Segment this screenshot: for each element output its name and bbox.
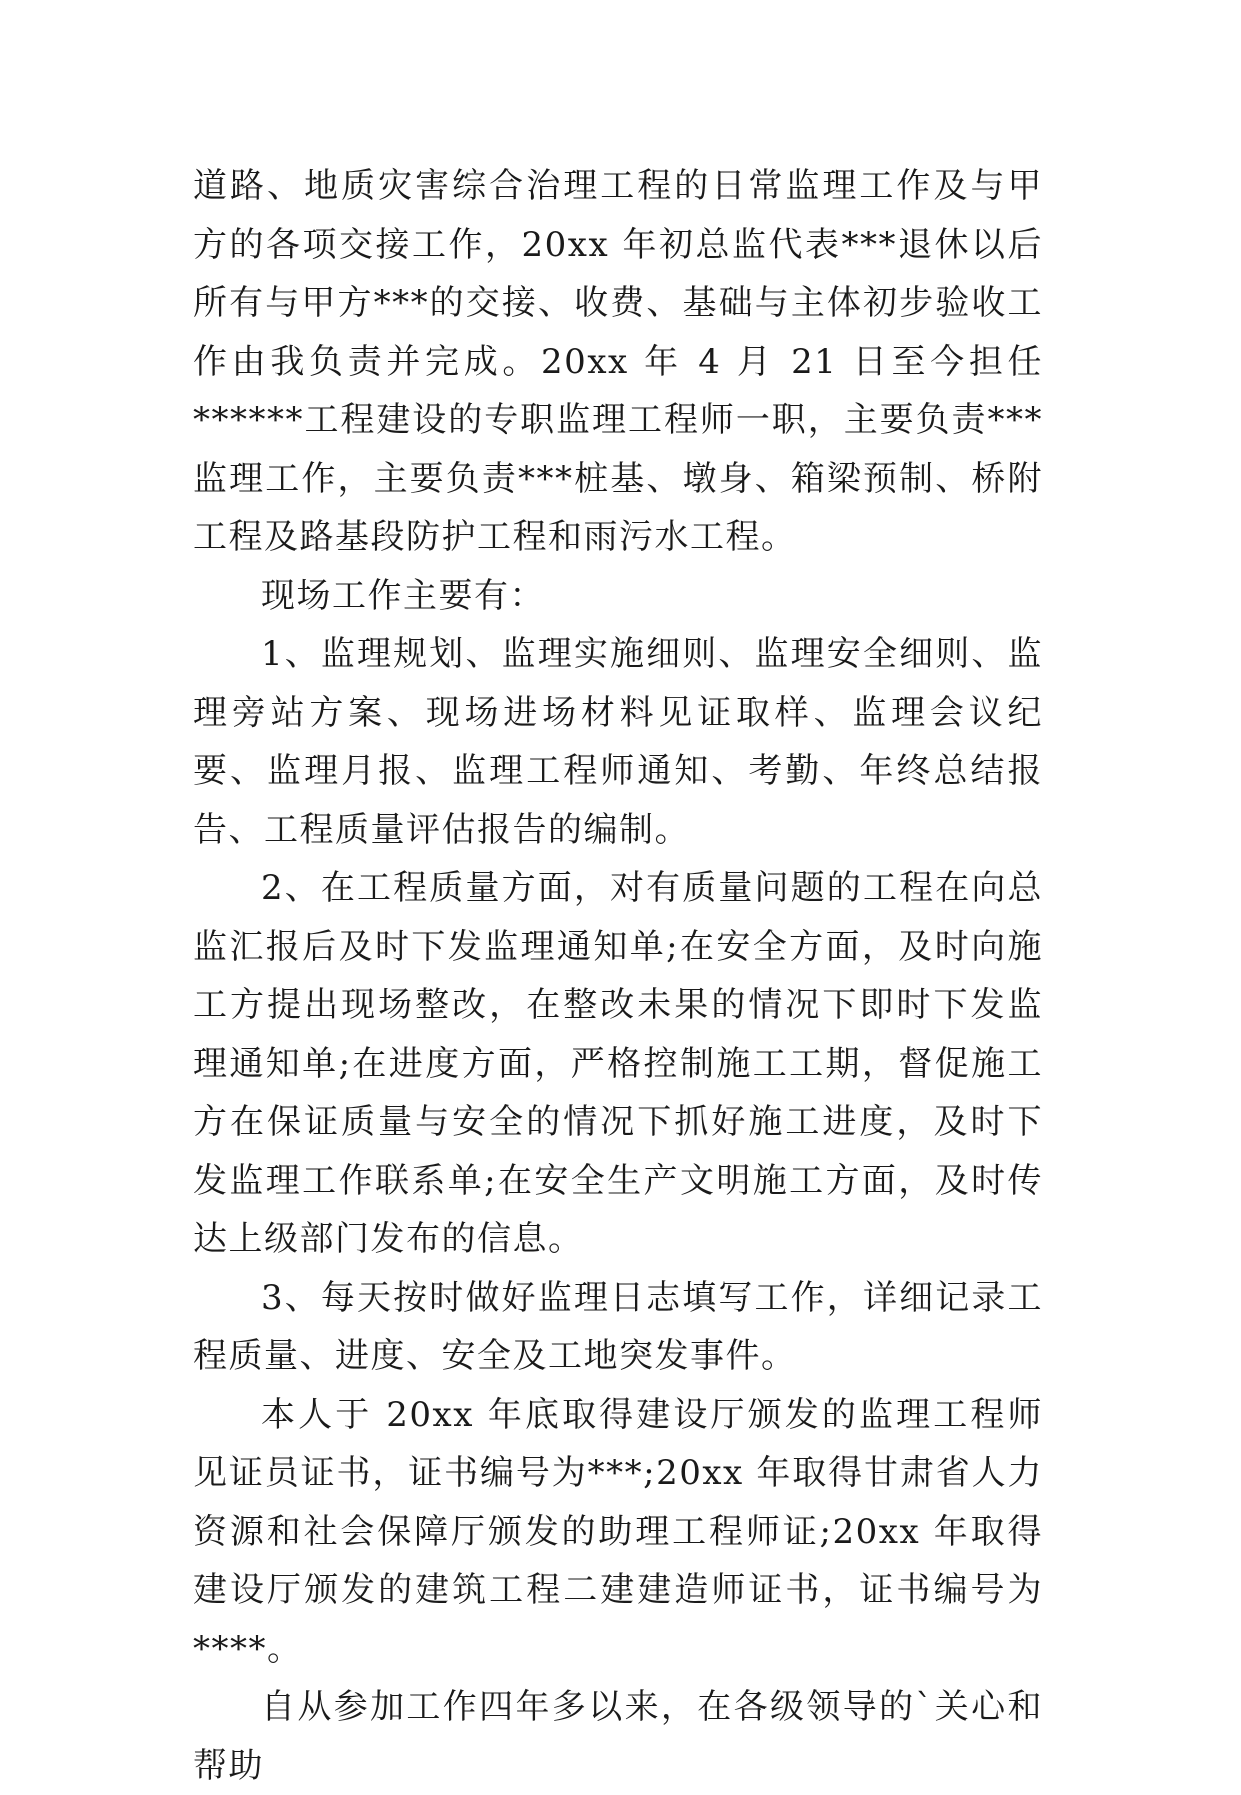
paragraph-certificates: 本人于 20xx 年底取得建设厅颁发的监理工程师见证员证书，证书编号为***;20xx 年取得甘肃省人力资源和社会保障厅颁发的助理工程师证;20xx 年取得建设厅颁发的建筑工程二建建造师证书，证书编号为****。 <box>193 1394 1043 1669</box>
paragraph-site-work-heading: 现场工作主要有： <box>261 575 545 616</box>
paragraph-item-1: 1、监理规划、监理实施细则、监理安全细则、监理旁站方案、现场进场材料见证取样、监理会议纪要、监理月报、监理工程师通知、考勤、年终总结报告、工程质量评估报告的编制。 <box>193 634 1043 850</box>
document-body <box>193 157 1043 1795</box>
paragraph-item-3: 3、每天按时做好监理日志填写工作，详细记录工程质量、进度、安全及工地突发事件。 <box>193 1277 1043 1376</box>
paragraph-item-2: 2、在工程质量方面，对有质量问题的工程在向总监汇报后及时下发监理通知单;在安全方面，及时向施工方提出现场整改，在整改未果的情况下即时下发监理通知单;在进度方面，严格控制施工工期，督促施工方在保证质量与安全的情况下抓好施工进度，及时下发监理工作联系单;在安全生产文明施工方面，及时传达上级部门发布的信息。 <box>193 868 1043 1259</box>
paragraph-continuation: 道路、地质灾害综合治理工程的日常监理工作及与甲方的各项交接工作，20xx 年初总监代表***退休以后所有与甲方***的交接、收费、基础与主体初步验收工作由我负责并完成。20xx 年 4 月 21 日至今担任******工程建设的专职监理工程师一职，主要负责***监理工作，主要负责***桩基、墩身、箱梁预制、桥附工程及路基段防护工程和雨污水工程。 <box>193 166 1043 557</box>
paragraph-closing: 自从参加工作四年多以来，在各级领导的`关心和帮助 <box>193 1687 1043 1786</box>
